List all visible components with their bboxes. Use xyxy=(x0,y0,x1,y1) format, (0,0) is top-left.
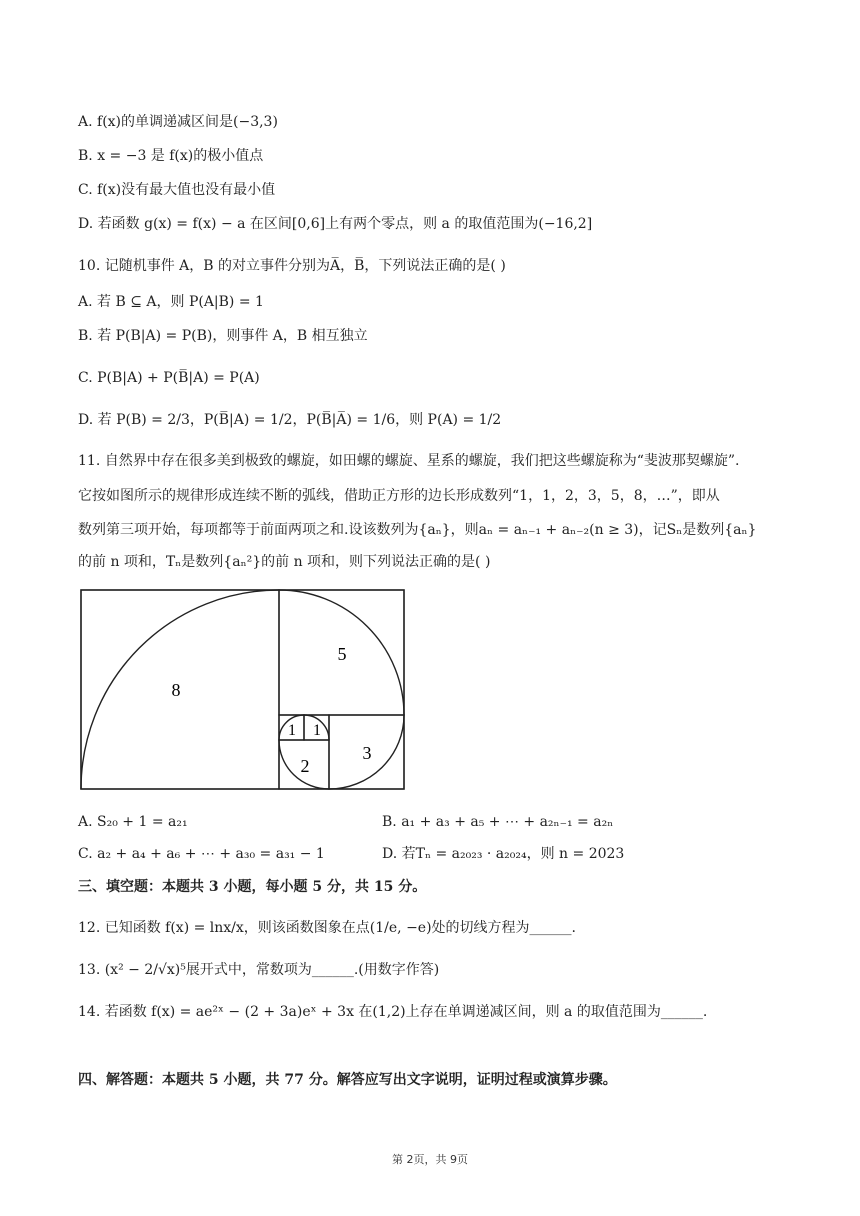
label-8: 8 xyxy=(171,680,181,700)
q9-option-a: A. f(x)的单调递减区间是(−3,3) xyxy=(78,114,278,130)
q9-option-c: C. f(x)没有最大值也没有最小值 xyxy=(78,182,276,198)
q11-option-a: A. S₂₀ + 1 = a₂₁ xyxy=(78,814,188,830)
q11-stem-line3: 数列第三项开始，每项都等于前面两项之和.设该数列为{aₙ}，则aₙ = aₙ₋₁ + aₙ₋₂(n ≥ 3)，记Sₙ是数列{aₙ} xyxy=(78,522,757,538)
outer-rectangle xyxy=(81,590,404,789)
label-5: 5 xyxy=(337,644,347,664)
section4-title: 四、解答题：本题共 5 小题，共 77 分。解答应写出文字说明，证明过程或演算步骤。 xyxy=(78,1072,617,1088)
q10-option-a: A. 若 B ⊆ A，则 P(A|B) = 1 xyxy=(78,294,264,310)
fibonacci-spiral-figure xyxy=(80,589,406,791)
q11-stem-line2: 它按如图所示的规律形成连续不断的弧线，借助正方形的边长形成数列“1，1，2，3，5，8，…”，即从 xyxy=(78,488,720,504)
q11-stem-line4: 的前 n 项和，Tₙ是数列{aₙ²}的前 n 项和，则下列说法正确的是( ) xyxy=(78,554,491,570)
q9-option-d: D. 若函数 g(x) = f(x) − a 在区间[0,6]上有两个零点，则 a 的取值范围为(−16,2] xyxy=(78,216,593,232)
spiral-curve xyxy=(81,590,404,789)
q11-option-d: D. 若Tₙ = a₂₀₂₃ · a₂₀₂₄，则 n = 2023 xyxy=(382,846,625,862)
q13: 13. (x² − 2/√x)⁵展开式中，常数项为______.(用数字作答) xyxy=(78,962,440,978)
q11-option-b: B. a₁ + a₃ + a₅ + ⋯ + a₂ₙ₋₁ = a₂ₙ xyxy=(382,814,614,830)
q10-option-d: D. 若 P(B) = 2/3，P(B̅|A) = 1/2，P(B̅|A̅) = 1/6，则 P(A) = 1/2 xyxy=(78,412,502,428)
label-1a: 1 xyxy=(288,722,296,739)
section3-title: 三、填空题：本题共 3 小题，每小题 5 分，共 15 分。 xyxy=(78,879,427,895)
label-3: 3 xyxy=(362,743,372,763)
q14: 14. 若函数 f(x) = ae²ˣ − (2 + 3a)eˣ + 3x 在(1,2)上存在单调递减区间，则 a 的取值范围为______. xyxy=(78,1004,708,1020)
q11-stem-line1: 11. 自然界中存在很多美到极致的螺旋，如田螺的螺旋、星系的螺旋，我们把这些螺旋称为“斐波那契螺旋”. xyxy=(78,453,740,469)
label-2: 2 xyxy=(300,756,310,776)
q10-option-b: B. 若 P(B|A) = P(B)，则事件 A，B 相互独立 xyxy=(78,328,368,344)
q10-option-c: C. P(B|A) + P(B̅|A) = P(A) xyxy=(78,370,260,386)
q11-option-c: C. a₂ + a₄ + a₆ + ⋯ + a₃₀ = a₃₁ − 1 xyxy=(78,846,325,862)
q9-option-b: B. x = −3 是 f(x)的极小值点 xyxy=(78,148,264,164)
q12: 12. 已知函数 f(x) = lnx/x，则该函数图象在点(1/e, −e)处的切线方程为______. xyxy=(78,920,576,936)
page-footer: 第 2页，共 9页 xyxy=(392,1153,468,1166)
label-1b: 1 xyxy=(313,722,321,739)
q10-stem: 10. 记随机事件 A，B 的对立事件分别为A̅，B̅，下列说法正确的是( ) xyxy=(78,258,506,274)
